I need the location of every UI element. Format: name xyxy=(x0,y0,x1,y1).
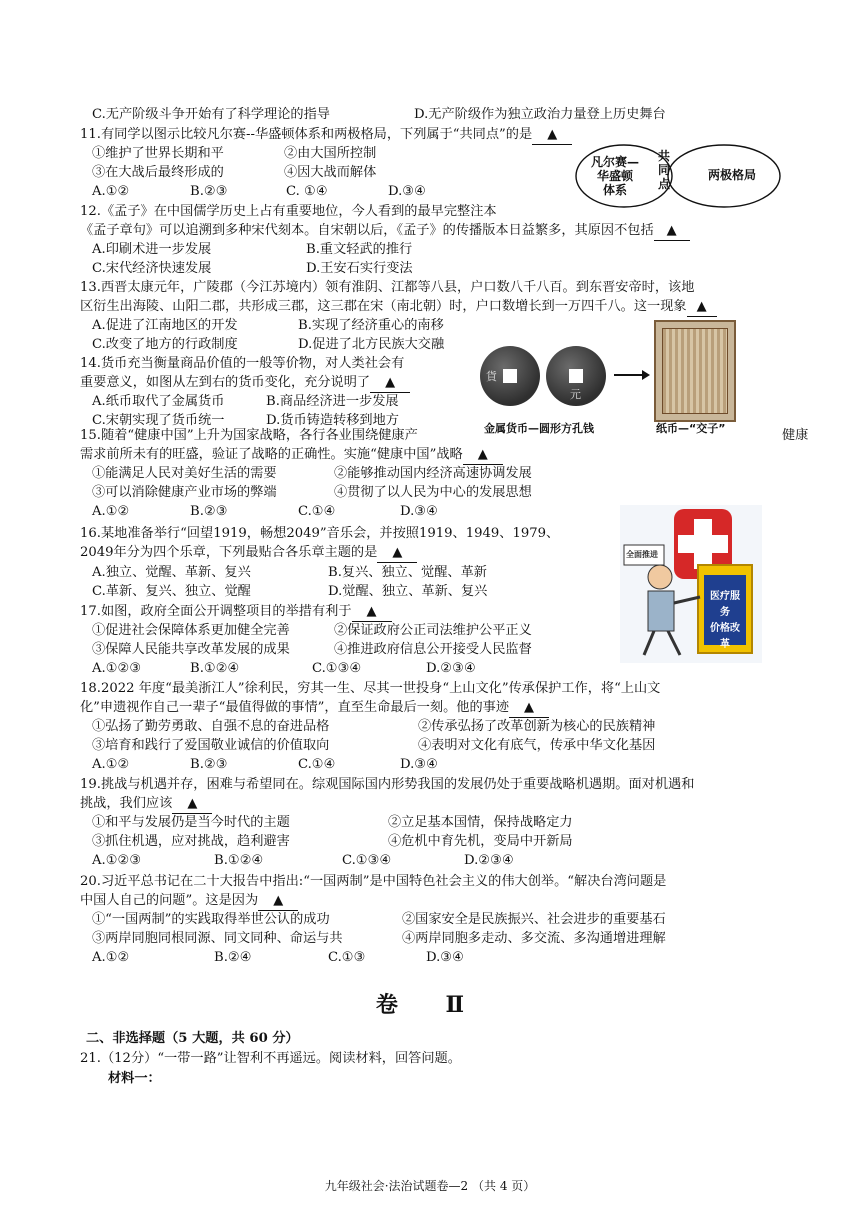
section-title: 卷 Ⅱ xyxy=(375,992,485,1018)
cartoon-board-label: 医疗服务 价格改革 xyxy=(710,591,740,650)
q12-line1: 12.《孟子》在中国儒学历史上占有重要地位，今人看到的最早完整注本 xyxy=(80,204,497,219)
q18-option-1: ①弘扬了勤劳勇敢、自强不息的奋进品格 xyxy=(92,719,330,734)
q15-line1: 15.随着“健康中国”上升为国家战略，各行各业围绕健康产 xyxy=(80,428,418,443)
coin-image: 貨 xyxy=(480,346,540,406)
q11-choice-d: D.③④ xyxy=(388,184,426,199)
q13-line2: 区衍生出海陵、山阳二郡，共形成三郡，这三郡在宋（南北朝）时，户口数增长到一万四千八。这一现象 ▲ xyxy=(80,298,717,317)
q13-choice-b: B.实现了经济重心的南移 xyxy=(298,318,444,333)
q17-option-1: ①促进社会保障体系更加健全完善 xyxy=(92,623,290,638)
q16-line1: 16.某地准备举行“回望1919，畅想2049”音乐会，并按照1919、1949、1979、 xyxy=(80,526,560,541)
q19-option-2: ②立足基本国情，保持战略定力 xyxy=(388,815,573,830)
q15-choice-c: C.①④ xyxy=(298,504,336,519)
q21-material-label: 材料一： xyxy=(108,1071,161,1086)
answer-blank[interactable]: ▲ xyxy=(258,892,298,911)
answer-blank[interactable]: ▲ xyxy=(687,298,717,317)
q17-choice-c: C.①③④ xyxy=(312,661,362,676)
q20-choice-c: C.①③ xyxy=(328,950,366,965)
q15-line2: 需求前所未有的旺盛，验证了战略的正确性。实施“健康中国”战略 ▲ xyxy=(80,446,503,465)
section-part-heading: 二、非选择题（5 大题，共 60 分） xyxy=(86,1031,299,1046)
q15-choice-d: D.③④ xyxy=(400,504,438,519)
q12-choice-d: D.王安石实行变法 xyxy=(306,261,413,276)
q15-option-1: ①能满足人民对美好生活的需要 xyxy=(92,466,277,481)
q11-choice-c: C. ①④ xyxy=(286,184,328,199)
q18-option-4: ④表明对文化有底气，传承中华文化基因 xyxy=(418,738,656,753)
q17-choice-d: D.②③④ xyxy=(426,661,476,676)
q20-choice-d: D.③④ xyxy=(426,950,464,965)
q19-option-3: ③抓住机遇，应对挑战，趋利避害 xyxy=(92,834,290,849)
q17-stem: 17.如图，政府全面公开调整项目的举措有利于 ▲ xyxy=(80,603,392,622)
q13-choice-c: C.改变了地方的行政制度 xyxy=(92,337,238,352)
q12-line2: 《孟子章句》可以追溯到多种宋代刻本。自宋朝以后，《孟子》的传播版本日益繁多，其原因不包括 ▲ xyxy=(80,222,690,241)
q10-option-d: D.无产阶级作为独立政治力量登上历史舞台 xyxy=(414,107,666,122)
venn-middle-label: 共 同 点 xyxy=(657,149,670,191)
q19-choice-b: B.①②④ xyxy=(214,853,264,868)
q11-option-3: ③在大战后最终形成的 xyxy=(92,165,224,180)
answer-blank[interactable]: ▲ xyxy=(377,544,417,563)
q17-choice-b: B.①②④ xyxy=(190,661,240,676)
q15-line1-end: 健康 xyxy=(782,428,809,443)
q17-option-4: ④推进政府信息公开接受人民监督 xyxy=(334,642,532,657)
q16-choice-a: A.独立、觉醒、革新、复兴 xyxy=(92,565,251,580)
q18-choice-c: C.①④ xyxy=(298,757,336,772)
q11-stem: 11.有同学以图示比较凡尔赛--华盛顿体系和两极格局，下列属于“共同点”的是 ▲ xyxy=(80,126,572,145)
q20-choice-b: B.②④ xyxy=(214,950,252,965)
q14-line2: 重要意义，如图从左到右的货币变化，充分说明了 ▲ xyxy=(80,374,410,393)
q15-choice-b: B.②③ xyxy=(190,504,228,519)
currency-figure xyxy=(476,320,776,442)
q20-choice-a: A.①② xyxy=(92,950,130,965)
q19-choice-a: A.①②③ xyxy=(92,853,142,868)
q18-option-2: ②传承弘扬了改革创新为核心的民族精神 xyxy=(418,719,656,734)
q20-option-3: ③两岸同胞同根同源、同文同种、命运与共 xyxy=(92,931,343,946)
q19-option-1: ①和平与发展仍是当今时代的主题 xyxy=(92,815,290,830)
q10-option-c: C.无产阶级斗争开始有了科学理论的指导 xyxy=(92,107,330,122)
q20-option-1: ①“一国两制”的实践取得举世公认的成功 xyxy=(92,912,330,927)
q15-option-3: ③可以消除健康产业市场的弊端 xyxy=(92,485,277,500)
venn-left-label: 凡尔赛— 华盛顿 体系 xyxy=(590,155,639,197)
arrow-right-icon xyxy=(614,368,650,382)
q18-choice-b: B.②③ xyxy=(190,757,228,772)
q19-choice-c: C.①③④ xyxy=(342,853,392,868)
answer-blank[interactable]: ▲ xyxy=(463,446,503,465)
q11-choice-b: B.②③ xyxy=(190,184,228,199)
q11-option-2: ②由大国所控制 xyxy=(284,146,377,161)
q16-choice-b: B.复兴、独立、觉醒、革新 xyxy=(328,565,487,580)
coin-image: 元 xyxy=(546,346,606,406)
q15-option-2: ②能够推动国内经济高速协调发展 xyxy=(334,466,532,481)
answer-blank[interactable]: ▲ xyxy=(654,222,690,241)
q13-choice-a: A.促进了江南地区的开发 xyxy=(92,318,238,333)
page-footer: 九年级社会·法治试题卷—2 （共 4 页） xyxy=(324,1179,536,1193)
answer-blank[interactable]: ▲ xyxy=(509,699,549,718)
answer-blank[interactable]: ▲ xyxy=(532,126,572,145)
q17-option-2: ②保证政府公正司法维护公平正义 xyxy=(334,623,532,638)
q15-option-4: ④贯彻了以人民为中心的发展思想 xyxy=(334,485,532,500)
cartoon-sign-label: 全面推进 xyxy=(626,550,658,559)
venn-diagram xyxy=(574,143,782,209)
q19-line1: 19.挑战与机遇并存，困难与希望同在。综观国际国内形势我国的发展仍处于重要战略机遇期。面对机遇和 xyxy=(80,777,695,792)
medical-reform-cartoon xyxy=(620,505,762,663)
q14-choice-d: D.货币铸造转移到地方 xyxy=(266,413,399,428)
q11-choice-a: A.①② xyxy=(92,184,130,199)
q12-choice-c: C.宋代经济快速发展 xyxy=(92,261,212,276)
q19-line2: 挑战，我们应该 ▲ xyxy=(80,795,212,814)
q14-line1: 14.货币充当衡量商品价值的一般等价物，对人类社会有 xyxy=(80,356,405,371)
q20-option-2: ②国家安全是民族振兴、社会进步的重要基石 xyxy=(402,912,666,927)
q16-line2: 2049年分为四个乐章，下列最贴合各乐章主题的是 ▲ xyxy=(80,544,417,563)
answer-blank[interactable]: ▲ xyxy=(370,374,410,393)
q12-choice-a: A.印刷术进一步发展 xyxy=(92,242,212,257)
q21-stem: 21.（12分）“一带一路”让智利不再遥远。阅读材料，回答问题。 xyxy=(80,1051,461,1066)
q20-line1: 20.习近平总书记在二十大报告中指出:“一国两制”是中国特色社会主义的伟大创举。“解决台湾问题是 xyxy=(80,874,667,889)
q17-option-3: ③保障人民能共享改革发展的成果 xyxy=(92,642,290,657)
q14-choice-a: A.纸币取代了金属货币 xyxy=(92,394,225,409)
q17-choice-a: A.①②③ xyxy=(92,661,142,676)
q20-option-4: ④两岸同胞多走动、多交流、多沟通增进理解 xyxy=(402,931,666,946)
answer-blank[interactable]: ▲ xyxy=(352,603,392,622)
q14-choice-c: C.宋朝实现了货币统一 xyxy=(92,413,225,428)
q13-line1: 13.西晋太康元年，广陵郡（今江苏境内）领有淮阴、江都等八县，户口数八千八百。到东晋安帝时，该地 xyxy=(80,280,695,295)
q11-option-4: ④因大战而解体 xyxy=(284,165,377,180)
caption-paper-money: 纸币—“交子” xyxy=(656,422,726,435)
q12-choice-b: B.重文轻武的推行 xyxy=(306,242,413,257)
q14-choice-b: B.商品经济进一步发展 xyxy=(266,394,399,409)
q16-choice-d: D.觉醒、独立、革新、复兴 xyxy=(328,584,488,599)
q16-choice-c: C.革新、复兴、独立、觉醒 xyxy=(92,584,251,599)
q18-option-3: ③培育和践行了爱国敬业诚信的价值取向 xyxy=(92,738,330,753)
q13-choice-d: D.促进了北方民族大交融 xyxy=(298,337,445,352)
q11-option-1: ①维护了世界长期和平 xyxy=(92,146,224,161)
q18-choice-d: D.③④ xyxy=(400,757,438,772)
q20-line2: 中国人自己的问题”。这是因为 ▲ xyxy=(80,892,298,911)
jiaozi-banknote-image xyxy=(654,320,736,422)
q15-choice-a: A.①② xyxy=(92,504,130,519)
q18-choice-a: A.①② xyxy=(92,757,130,772)
venn-right-label: 两极格局 xyxy=(707,168,756,182)
caption-metal-coin: 金属货币—圆形方孔钱 xyxy=(484,422,594,435)
answer-blank[interactable]: ▲ xyxy=(172,795,212,814)
q18-line2: 化”申遗视作自己一辈子“最值得做的事情”，直至生命最后一刻。他的事迹 ▲ xyxy=(80,699,549,718)
q19-choice-d: D.②③④ xyxy=(464,853,514,868)
q19-option-4: ④危机中育先机，变局中开新局 xyxy=(388,834,573,849)
q18-line1: 18.2022 年度“最美浙江人”徐利民，穷其一生、尽其一世投身“上山文化”传承保护工作，将“上山文 xyxy=(80,681,661,696)
